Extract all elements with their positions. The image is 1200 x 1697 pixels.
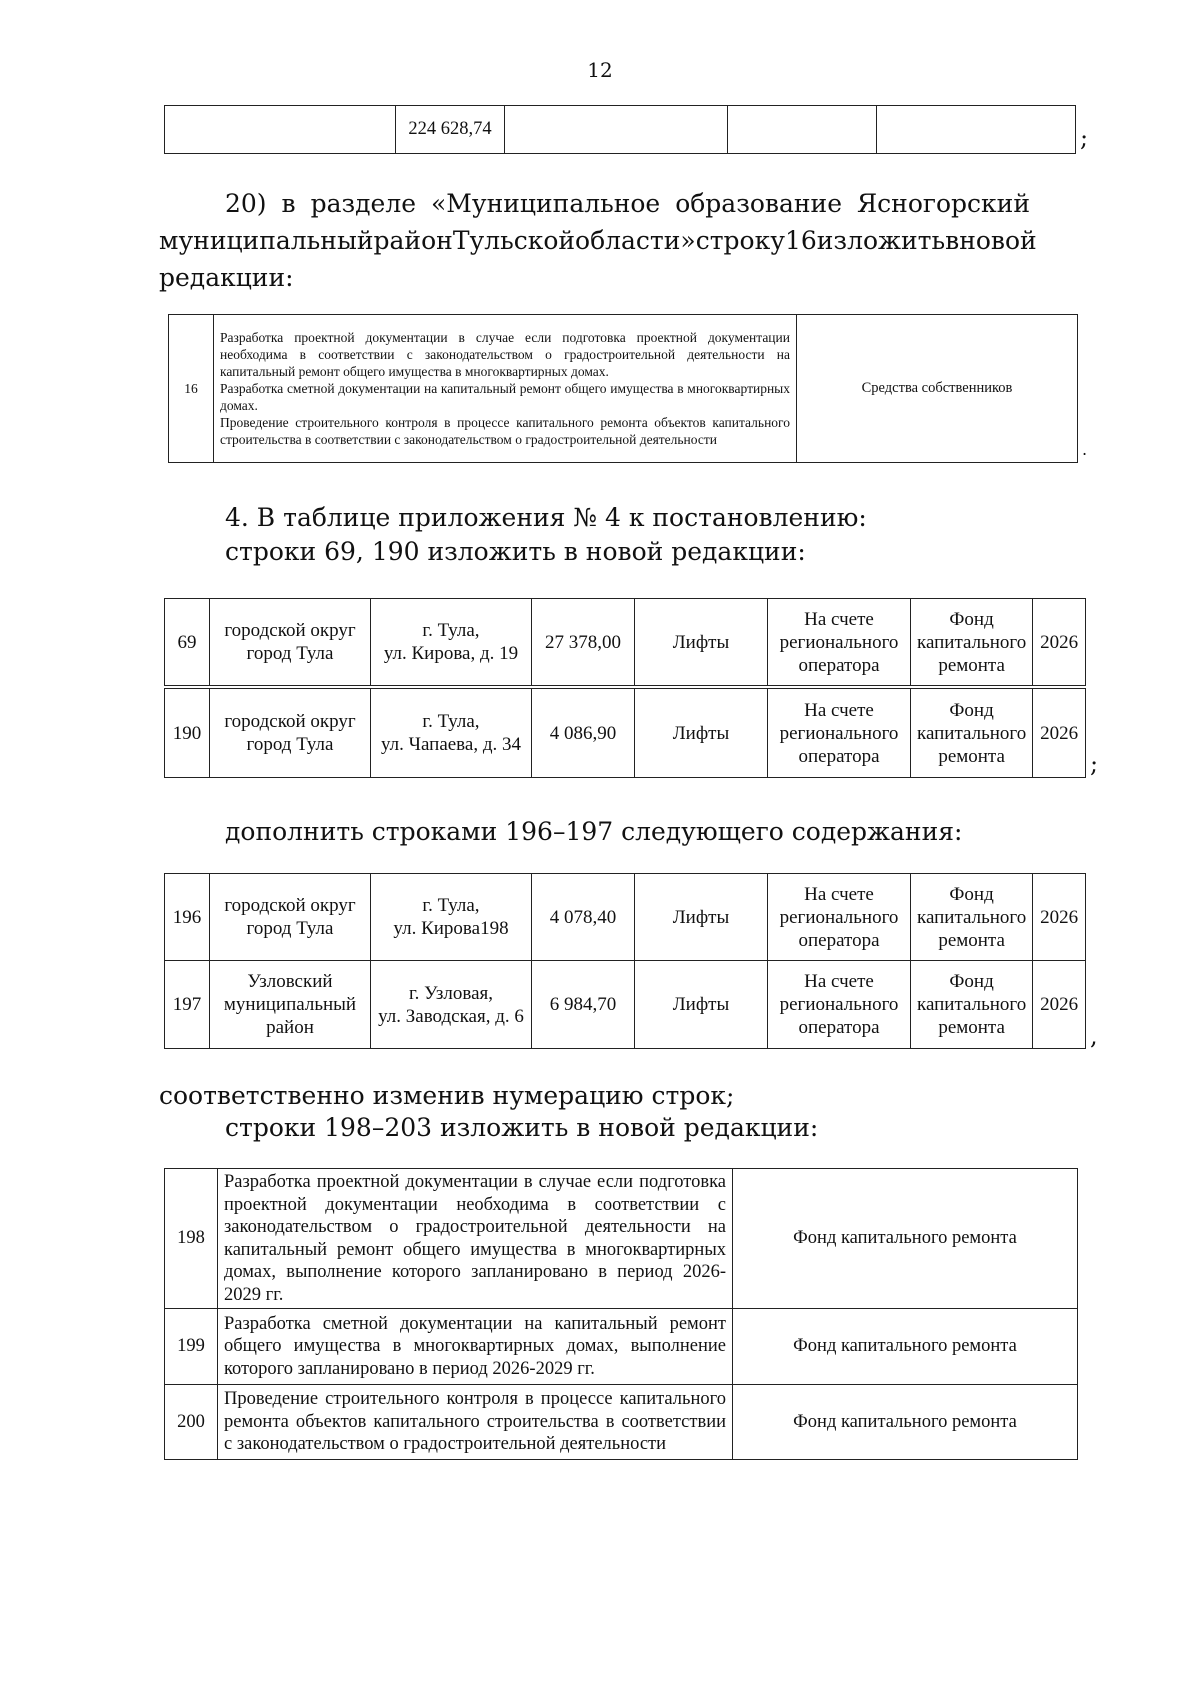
- address: г. Тула, ул. Чапаева, д. 34: [371, 689, 532, 778]
- word: области»: [575, 226, 696, 255]
- amount: 27 378,00: [532, 599, 635, 686]
- word: новой: [959, 226, 1037, 255]
- municipality: городской округ город Тула: [210, 874, 371, 961]
- word: Ясногорский: [856, 189, 1030, 218]
- address: г. Узловая, ул. Заводская, д. 6: [371, 961, 532, 1049]
- row-number: 200: [165, 1385, 218, 1460]
- table-cell: [505, 106, 728, 154]
- year: 2026: [1033, 961, 1086, 1049]
- work-type: Лифты: [635, 599, 768, 686]
- funding-source: Фонд капитального ремонта: [911, 599, 1033, 686]
- row-number: 197: [165, 961, 210, 1049]
- table-row: [165, 689, 1086, 778]
- word: в: [945, 226, 960, 255]
- work-description: Проведение строительного контроля в процессе капитального ремонта объектов капитального строительства в соответствии с законодательством о градостроительной деятельности: [218, 1385, 733, 1460]
- account-type: На счете регионального оператора: [768, 599, 911, 686]
- page-number: 12: [587, 58, 613, 82]
- table-row: [165, 106, 1076, 154]
- work-type: Лифты: [635, 874, 768, 961]
- account-type: На счете регионального оператора: [768, 689, 911, 778]
- row-number: 196: [165, 874, 210, 961]
- table-row: [165, 874, 1086, 961]
- work-description: Разработка сметной документации на капитальный ремонт общего имущества в многоквартирных домах, выполнение которого запланировано в период 2026-2029 гг.: [218, 1309, 733, 1385]
- item-20-line-1: [159, 185, 1030, 222]
- table-row: [165, 599, 1086, 686]
- table-row-69: [164, 598, 1086, 686]
- address: г. Тула, ул. Кирова198: [371, 874, 532, 961]
- funding-source: Фонд капитального ремонта: [911, 689, 1033, 778]
- section-4-heading: 4. В таблице приложения № 4 к постановлению:: [225, 503, 867, 532]
- table-row: [165, 1169, 1078, 1309]
- table-row: [165, 1309, 1078, 1385]
- row-number: 16: [169, 315, 214, 463]
- word: Тульской: [452, 226, 576, 255]
- work-type: Лифты: [635, 689, 768, 778]
- table-end-mark: ;: [1080, 124, 1089, 152]
- row-number: 198: [165, 1169, 218, 1309]
- table-row: [165, 961, 1086, 1049]
- account-type: На счете регионального оператора: [768, 874, 911, 961]
- funding-source: Фонд капитального ремонта: [733, 1309, 1078, 1385]
- table-end-mark: .: [1082, 440, 1088, 459]
- rows-198-instruction: строки 198–203 изложить в новой редакции:: [225, 1113, 819, 1142]
- section-4-instruction: строки 69, 190 изложить в новой редакции:: [225, 537, 806, 566]
- word: 16: [784, 226, 817, 255]
- municipality: городской округ город Тула: [210, 689, 371, 778]
- table-cell: [877, 106, 1076, 154]
- table-row-16: [168, 314, 1078, 463]
- year: 2026: [1033, 689, 1086, 778]
- table-cell-amount: 224 628,74: [396, 106, 505, 154]
- year: 2026: [1033, 599, 1086, 686]
- renumber-instruction: соответственно изменив нумерацию строк;: [159, 1081, 735, 1110]
- table-end-mark: ;: [1090, 750, 1099, 778]
- word: образование: [675, 189, 842, 218]
- table-rows-196-197: [164, 873, 1086, 1049]
- word: строку: [695, 226, 785, 255]
- funding-source: Фонд капитального ремонта: [733, 1169, 1078, 1309]
- amount: 6 984,70: [532, 961, 635, 1049]
- municipality: Узловский муниципальный район: [210, 961, 371, 1049]
- word: район: [373, 226, 453, 255]
- table-row: [165, 1385, 1078, 1460]
- year: 2026: [1033, 874, 1086, 961]
- table-top-fragment: [164, 105, 1076, 154]
- amount: 4 086,90: [532, 689, 635, 778]
- supplement-instruction: дополнить строками 196–197 следующего содержания:: [225, 817, 963, 846]
- funding-source: Средства собственников: [797, 315, 1078, 463]
- table-cell: [165, 106, 396, 154]
- item-20-line-2: [159, 222, 1037, 259]
- word: разделе: [310, 189, 417, 218]
- funding-source: Фонд капитального ремонта: [911, 874, 1033, 961]
- amount: 4 078,40: [532, 874, 635, 961]
- table-cell: [728, 106, 877, 154]
- address: г. Тула, ул. Кирова, д. 19: [371, 599, 532, 686]
- table-end-mark: ,: [1090, 1022, 1098, 1050]
- word: изложить: [816, 226, 946, 255]
- work-description: Разработка проектной документации в случае если подготовка проектной документации необходима в соответствии с законодательством о градостроительной деятельности на капитальный ремонт общего имущества в многоквартирных домах, выполнение которого запланировано в период 2026-2029 гг.: [218, 1169, 733, 1309]
- table-rows-198-200: [164, 1168, 1078, 1460]
- word: «Муниципальное: [430, 189, 661, 218]
- word: в: [281, 189, 296, 218]
- table-row-190: [164, 688, 1086, 778]
- word: муниципальный: [159, 226, 374, 255]
- item-20-line-3: редакции:: [159, 263, 294, 292]
- table-row: [169, 315, 1078, 463]
- funding-source: Фонд капитального ремонта: [733, 1385, 1078, 1460]
- item-20-paragraph: [159, 185, 1037, 296]
- account-type: На счете регионального оператора: [768, 961, 911, 1049]
- row-number: 190: [165, 689, 210, 778]
- municipality: городской округ город Тула: [210, 599, 371, 686]
- row-number: 69: [165, 599, 210, 686]
- word: 20): [225, 189, 267, 218]
- row-number: 199: [165, 1309, 218, 1385]
- funding-source: Фонд капитального ремонта: [911, 961, 1033, 1049]
- work-type: Лифты: [635, 961, 768, 1049]
- work-description: Разработка проектной документации в случае если подготовка проектной документации необходима в соответствии с законодательством о градостроительной деятельности на капитальный ремонт общего имущества в многоквартирных домах. Разработка сметной документации на капитальный ремонт общего имущества в многоквартирных домах. Проведение строительного контроля в процессе капитального ремонта объектов капитального строительства в соответствии с законодательством о градостроительной деятельности: [214, 315, 797, 463]
